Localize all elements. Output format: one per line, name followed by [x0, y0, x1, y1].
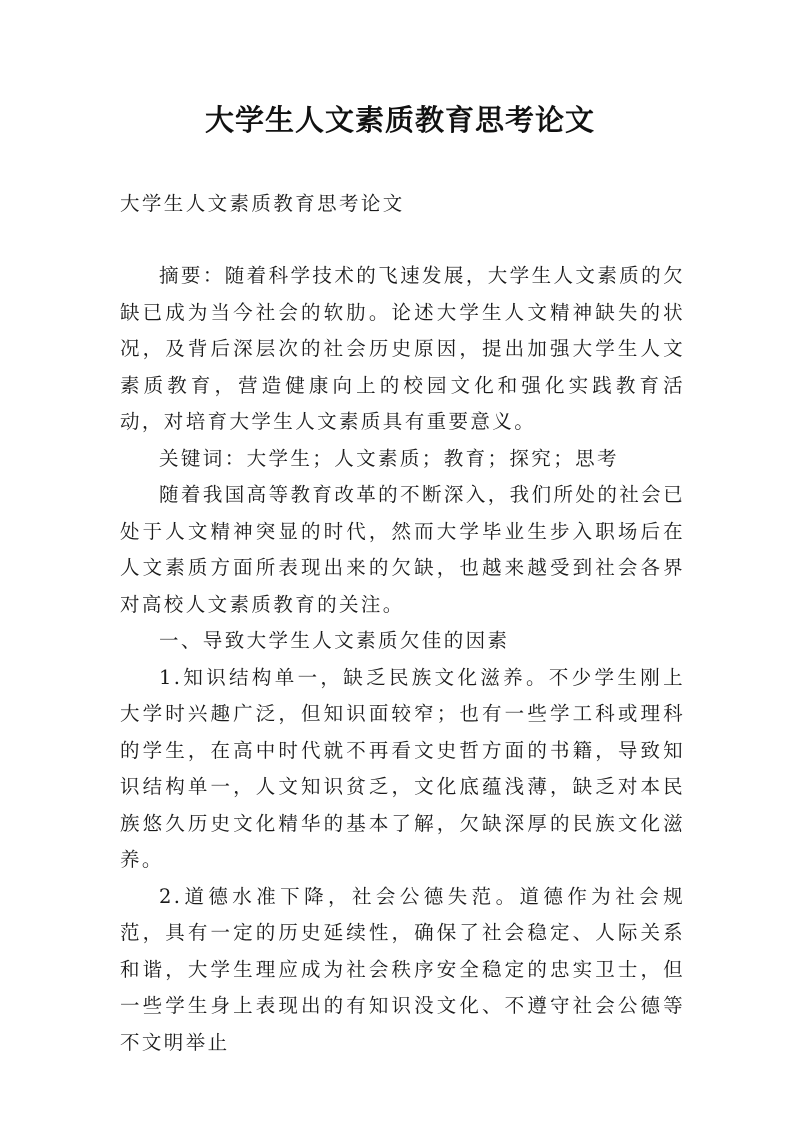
intro-paragraph: 随着我国高等教育改革的不断深入，我们所处的社会已处于人文精神突显的时代，然而大学毕业生步入职场后在人文素质方面所表现出来的欠缺，也越来越受到社会各界对高校人文素质教育的关注。: [120, 483, 685, 616]
point-1-paragraph: 1.知识结构单一，缺乏民族文化滋养。不少学生刚上大学时兴趣广泛，但知识面较窄；也有一些学工科或理科的学生，在高中时代就不再看文史哲方面的书籍，导致知识结构单一，人文知识贫乏，文化底蕴浅薄，缺乏对本民族悠久历史文化精华的基本了解，欠缺深厚的民族文化滋养。: [120, 665, 685, 871]
point-2-paragraph: 2.道德水准下降，社会公德失范。道德作为社会规范，具有一定的历史延续性，确保了社会稳定、人际关系和谐，大学生理应成为社会秩序安全稳定的忠实卫士，但一些学生身上表现出的有知识没文化、不遵守社会公德等不文明举止: [120, 884, 685, 1054]
document-title: 大学生人文素质教育思考论文: [204, 103, 595, 137]
document-subtitle: 大学生人文素质教育思考论文: [120, 192, 405, 215]
keywords-paragraph: 关键词：大学生；人文素质；教育；探究；思考: [159, 446, 619, 470]
document-body: [120, 258, 685, 1061]
abstract-paragraph: 摘要：随着科学技术的飞速发展，大学生人文素质的欠缺已成为当今社会的软肋。论述大学生人文精神缺失的状况，及背后深层次的社会历史原因，提出加强大学生人文素质教育，营造健康向上的校园文化和强化实践教育活动，对培育大学生人文素质具有重要意义。: [120, 264, 685, 433]
section-heading: 一、导致大学生人文素质欠佳的因素: [159, 629, 510, 652]
